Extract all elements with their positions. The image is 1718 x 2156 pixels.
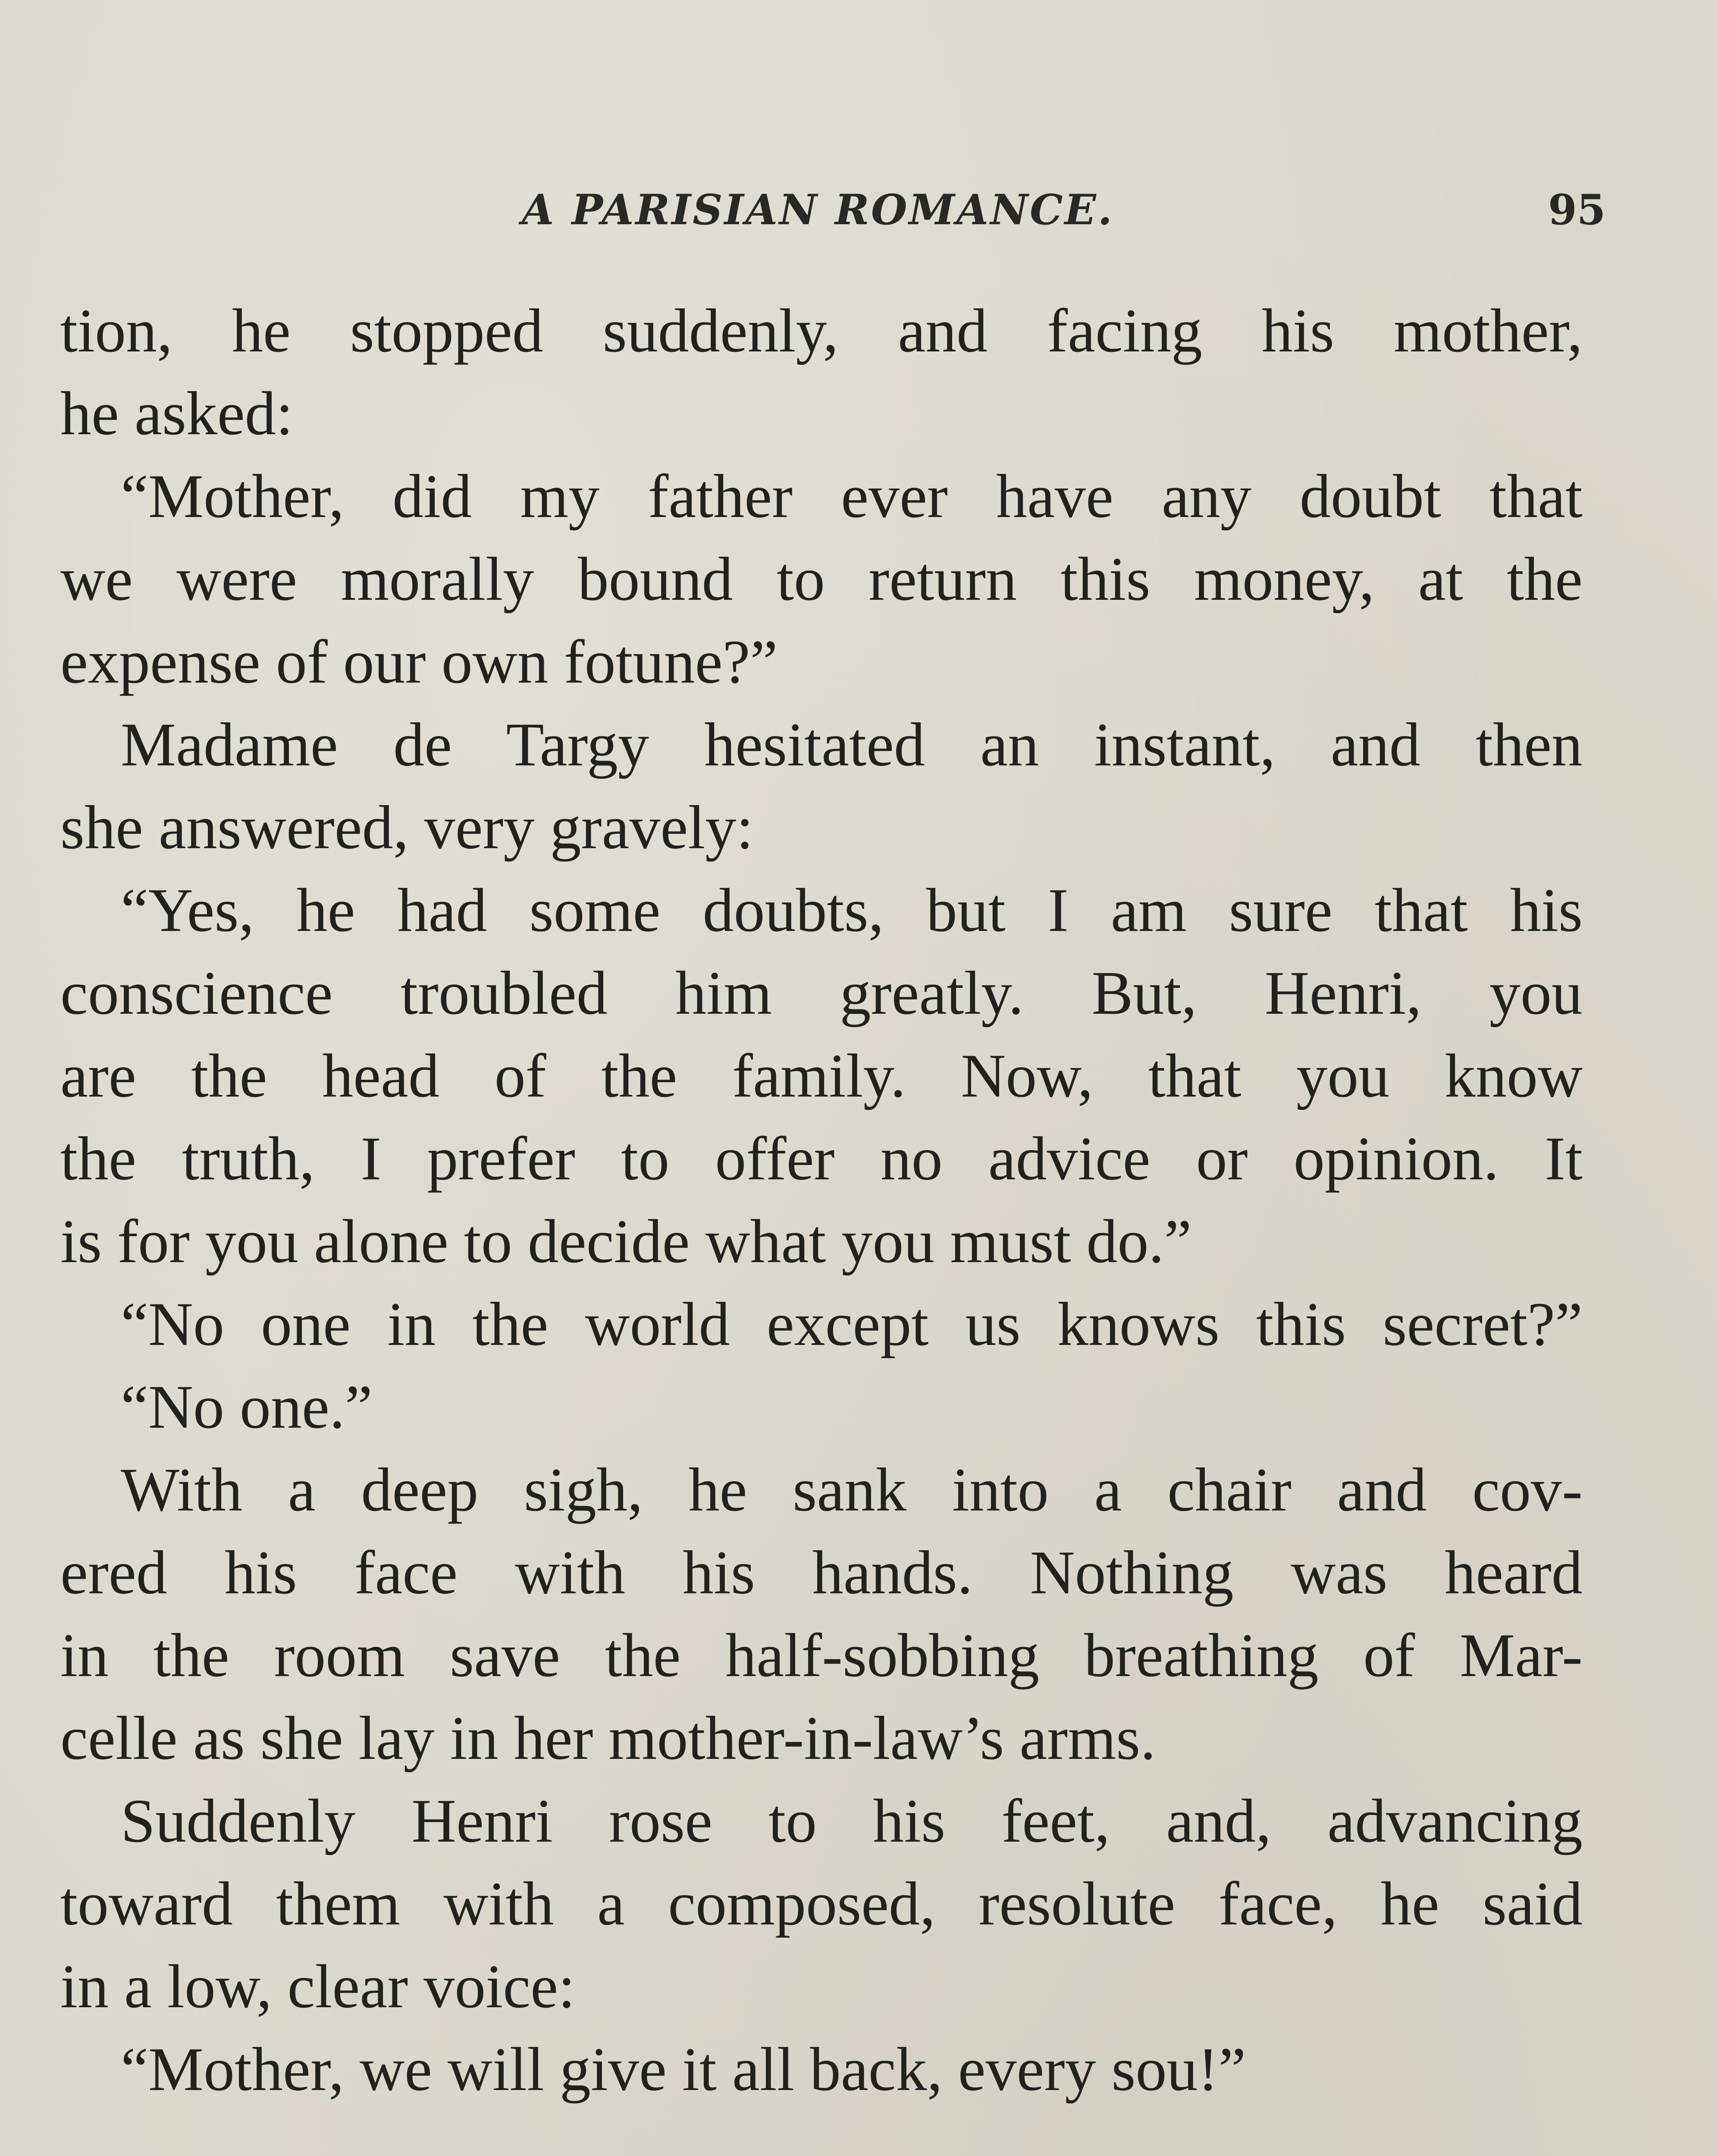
text-line: celle as she lay in her mother-in-law’s arms. bbox=[60, 1704, 1156, 1773]
page-number: 95 bbox=[1548, 185, 1606, 234]
text-line: Madame de Targy hesitated an instant, and then bbox=[121, 711, 1583, 779]
text-line: he asked: bbox=[60, 379, 293, 448]
text-line: conscience troubled him greatly. But, Henri, you bbox=[60, 959, 1583, 1028]
text-line: With a deep sigh, he sank into a chair and cov- bbox=[121, 1456, 1583, 1524]
text-line: “No one.” bbox=[121, 1373, 373, 1442]
text-line: “No one in the world except us knows this secret?” bbox=[121, 1290, 1583, 1359]
text-line: “Mother, did my father ever have any doubt that bbox=[121, 462, 1583, 531]
text-line: tion, he stopped suddenly, and facing his mother, bbox=[60, 297, 1583, 365]
text-line: in the room save the half-sobbing breathing of Mar- bbox=[60, 1621, 1583, 1690]
text-line: is for you alone to decide what you must do.” bbox=[60, 1207, 1192, 1276]
text-line: the truth, I prefer to offer no advice or opinion. It bbox=[60, 1125, 1583, 1193]
body-text bbox=[60, 290, 1583, 2111]
text-line: “Yes, he had some doubts, but I am sure that his bbox=[121, 876, 1583, 945]
text-line: in a low, clear voice: bbox=[60, 1952, 576, 2021]
text-line: she answered, very gravely: bbox=[60, 793, 754, 862]
text-line: Suddenly Henri rose to his feet, and, advancing bbox=[121, 1787, 1583, 1855]
text-line: we were morally bound to return this money, at the bbox=[60, 545, 1583, 614]
text-line: ered his face with his hands. Nothing was heard bbox=[60, 1539, 1583, 1607]
text-line: expense of our own fotune?” bbox=[60, 628, 778, 696]
running-title: A PARISIAN ROMANCE. bbox=[522, 185, 1114, 234]
text-line: “Mother, we will give it all back, every sou!” bbox=[121, 2035, 1246, 2104]
text-line: toward them with a composed, resolute face, he said bbox=[60, 1870, 1583, 1938]
text-line: are the head of the family. Now, that you know bbox=[60, 1042, 1583, 1110]
